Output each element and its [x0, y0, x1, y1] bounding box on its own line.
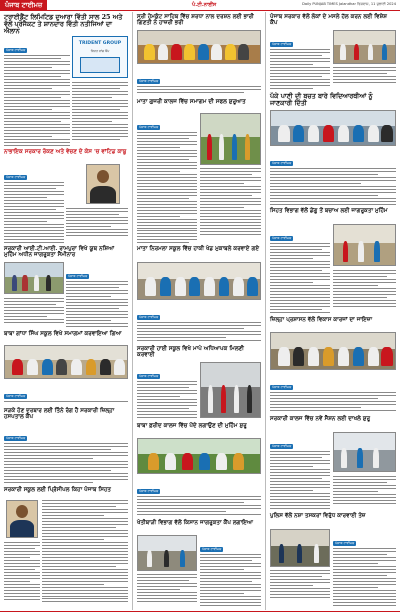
article-a11	[137, 423, 261, 429]
article-body	[333, 476, 396, 510]
article-headline: ਸਰਕਾਰੀ ਆਈ.ਟੀ.ਆਈ. ਰਾਮਪੁਰਾ ਵਿਖੇ ਯੂਥ ਨਸ਼ਿਆਂ ਮੁਹਿੰਮ ਅਧੀਨ ਜਾਗਰੂਕਤਾ ਸੈਮੀਨਾਰ	[4, 246, 115, 259]
article-body	[66, 208, 128, 243]
byline-badge: ਪੰਜਾਬ ਟਾਈਮਜ਼	[139, 315, 159, 319]
article-headline: ਪੱਕੇ ਪਾਣੀ ਦੀ ਬਚਤ ਬਾਰੇ ਵਿਦਿਆਰਥੀਆਂ ਨੂੰ ਜਾਣਕਾਰੀ ਦਿੱਤੀ	[270, 92, 373, 108]
news-photo	[333, 30, 396, 64]
byline-badge: ਪੰਜਾਬ ਟਾਈਮਜ਼	[272, 385, 292, 389]
byline-badge: ਪੰਜਾਬ ਟਾਈਮਜ਼	[139, 489, 159, 493]
byline-badge: ਪੰਜਾਬ ਟਾਈਮਜ਼	[202, 547, 222, 551]
byline-badge: ਪੰਜਾਬ ਟਾਈਮਜ਼	[272, 236, 292, 240]
article-body	[270, 570, 330, 606]
article-headline: ਬਾਬਾ ਗਾਂਧਾ ਸਿੰਘ ਸਕੂਲ ਵਿਖੇ ਸਮਾਗਮਾਂ ਕਰਵਾਇਆ ਗਿਆ	[4, 331, 122, 337]
article-headline: ਜ਼ਿਲ੍ਹਾ ਪ੍ਰਸ਼ਾਸਨ ਵੱਲੋਂ ਵਿਕਾਸ ਕਾਰਜਾਂ ਦਾ ਜਾਇਜ਼ਾ	[270, 317, 373, 323]
article-a10	[137, 346, 261, 359]
article-a8	[137, 99, 261, 105]
byline-badge: ਪੰਜਾਬ ਟਾਈਮਜ਼	[68, 274, 88, 278]
edition-info: Daily PUNJAB TIMES Jalandhar ਵਿਸ਼ਵਾਸ, 11 ਜੁਲਾਈ 2024	[302, 2, 396, 6]
article-body	[4, 163, 64, 243]
byline-badge: ਪੰਜਾਬ ਟਾਈਮਜ਼	[272, 161, 292, 165]
article-a6	[4, 487, 128, 493]
news-photo	[333, 224, 396, 266]
byline-badge: ਪੰਜਾਬ ਟਾਈਮਜ਼	[139, 374, 159, 378]
article-body	[270, 30, 330, 90]
article-body	[270, 432, 330, 510]
article-body	[200, 535, 261, 606]
article-body	[137, 574, 197, 606]
article-a7	[137, 14, 261, 27]
article-body	[137, 67, 261, 95]
article-headline: ਸ੍ਰੀ ਹੇਮਕੁੰਟ ਸਾਹਿਬ ਵਿੱਚ ਸ਼ਰਧਾ ਨਾਲ ਦਰਸ਼ਨ ਲਈ ਭਾਰੀ ਗਿਣਤੀ ਨੇ ਹਾਜ਼ਰੀ ਭਰੀ	[137, 14, 254, 27]
ad-subtitle: ਸਿਹਤ ਜਾਂਚ ਕੈਂਪ	[90, 49, 110, 53]
article-a17	[270, 416, 396, 422]
news-photo	[137, 30, 261, 64]
article-a18	[270, 513, 396, 519]
masthead	[0, 0, 400, 10]
news-photo	[137, 262, 261, 300]
article-headline: ਮਾਤਾ ਨਿਰਮਲਾ ਸਕੂਲ ਵਿੱਚ ਹਾਕੀ ਖੇਡ ਮੁਕਾਬਲੇ ਕਰਵਾਏ ਗਏ	[137, 246, 260, 252]
article-headline: ਸਰਕਾਰੀ ਹਾਈ ਸਕੂਲ ਵਿਖੇ ਮਾਪੇ ਅਧਿਆਪਕ ਮਿਲਣੀ ਕਰਵਾਈ	[137, 346, 244, 359]
news-photo	[200, 113, 261, 165]
article-body	[4, 424, 128, 484]
article-body	[42, 500, 128, 606]
article-body	[270, 149, 396, 205]
page-label: ਪੰ.ਟੀ.ਨਾਈਂਸ	[192, 2, 217, 8]
article-a13	[270, 14, 396, 27]
article-headline: ਸੜਕੇ ਹੋਣ ਦਰਬਾਰ ਲਈ ਤਿੰਨੇ ਰੰਗ ਹੈ ਸਰਕਾਰੀ ਜ਼ਿਲ੍ਹਾ ਹਸਪਤਾਲ ਕੈਂਪ	[4, 408, 115, 421]
article-a1	[4, 14, 128, 36]
article-body	[137, 477, 261, 517]
article-headline: ਬਾਬਾ ਫ਼ਰੀਦ ਕਾਲਜ ਵਿੱਚ ਪੌਦੇ ਲਗਾਉਣ ਦੀ ਮੁਹਿੰਮ ਸ਼ੁਰੂ	[137, 423, 247, 429]
byline-badge: ਪੰਜਾਬ ਟਾਈਮਜ਼	[139, 125, 159, 129]
article-body	[200, 168, 261, 243]
article-body	[4, 298, 64, 328]
news-photo	[270, 110, 396, 146]
article-body	[4, 382, 128, 404]
article-body	[4, 542, 40, 606]
article-a12	[137, 520, 261, 526]
article-headline: ਪੁਲਿਸ ਵੱਲੋਂ ਨਸ਼ਾ ਤਸਕਰਾਂ ਵਿਰੁੱਧ ਕਾਰਵਾਈ ਤੇਜ਼	[270, 513, 366, 519]
article-body	[333, 67, 396, 90]
article-a9	[137, 246, 261, 252]
article-body	[333, 529, 396, 606]
ad-graphic	[80, 57, 120, 73]
article-headline: ਸਰਕਾਰੀ ਸਕੂਲ ਲਈ ਪ੍ਰਿੰਸੀਪਲ ਕਿਹਾ ਪੰਜਾਬ ਸਿਹਤ	[4, 487, 111, 493]
news-photo	[200, 362, 261, 418]
news-photo	[333, 432, 396, 472]
portrait-photo	[86, 164, 120, 204]
article-body	[137, 113, 197, 243]
article-body	[270, 373, 396, 413]
news-photo	[4, 345, 128, 379]
byline-badge: ਪੰਜਾਬ ਟਾਈਮਜ਼	[335, 541, 355, 545]
byline-badge: ਪੰਜਾਬ ਟਾਈਮਜ਼	[6, 175, 26, 179]
article-headline: ਸਿਹਤ ਵਿਭਾਗ ਵੱਲੋਂ ਡੇਂਗੂ ਤੋਂ ਬਚਾਅ ਲਈ ਜਾਗਰੂਕਤਾ ਮੁਹਿੰਮ	[270, 208, 388, 214]
news-photo	[270, 332, 396, 370]
news-photo	[4, 262, 64, 294]
portrait-photo	[6, 500, 38, 538]
advertisement[interactable]	[72, 36, 128, 78]
article-a14	[270, 93, 396, 107]
article-headline: ਸਰਕਾਰੀ ਕਾਲਜ ਵਿੱਚ ਨਵੇਂ ਸੈਸ਼ਨ ਲਈ ਦਾਖਲੇ ਸ਼ੁਰੂ	[270, 416, 371, 422]
article-a4	[4, 331, 128, 337]
article-body	[72, 82, 128, 146]
byline-badge: ਪੰਜਾਬ ਟਾਈਮਜ਼	[272, 42, 292, 46]
byline-badge: ਪੰਜਾਬ ਟਾਈਮਜ਼	[272, 444, 292, 448]
column-divider	[132, 12, 133, 610]
section-title: ਪੰਜਾਬ ਟਾਈਮਜ਼	[0, 0, 47, 10]
article-a16	[270, 317, 396, 323]
article-a3	[4, 246, 128, 259]
article-headline: ਨਾਭਾਇਕ ਸਰਕਾਰ ਰੋਕਣ ਅਤੇ ਵੇਚਣ ਦੇ ਕੇਸ 'ਚ ਵਾਂਟਿਡ ਕਾਬੂ	[4, 149, 127, 155]
byline-badge: ਪੰਜਾਬ ਟਾਈਮਜ਼	[6, 394, 26, 398]
article-body	[270, 224, 330, 314]
byline-badge: ਪੰਜਾਬ ਟਾਈਮਜ਼	[139, 79, 159, 83]
masthead-rule	[0, 10, 400, 11]
ad-brand: TRIDENT GROUP	[78, 41, 122, 46]
article-body	[4, 36, 70, 146]
article-a2	[4, 149, 128, 155]
article-headline: ਟਰਾਈਡੈਂਟ ਲਿਮਿਟਿਡ ਦੁਆਰਾ ਵਿੱਤੀ ਸਾਲ 25 ਅਤੇ ਵੱਲੋਂ ਪ੍ਰੋਜੈਕਟ ਤੇ ਸ਼ਾਨਦਾਰ ਵਿੱਤੀ ਨਤੀਜਿਆਂ ਦਾ ਐਲਾਨ	[4, 13, 123, 36]
article-body	[137, 362, 197, 420]
news-photo	[137, 438, 261, 474]
article-body	[137, 303, 261, 343]
article-body	[333, 270, 396, 314]
column-divider	[265, 12, 266, 610]
article-a5	[4, 408, 128, 421]
news-photo	[270, 529, 330, 567]
article-body	[66, 262, 128, 328]
article-headline: ਪੰਜਾਬ ਸਰਕਾਰ ਵੱਲੋਂ ਲੋਕਾਂ ਦੇ ਮਸਲੇ ਹੱਲ ਕਰਨ ਲਈ ਵਿਸ਼ੇਸ਼ ਕੈਂਪ	[270, 14, 388, 27]
byline-badge: ਪੰਜਾਬ ਟਾਈਮਜ਼	[6, 436, 26, 440]
article-a15	[270, 208, 396, 214]
byline-badge: ਪੰਜਾਬ ਟਾਈਮਜ਼	[6, 48, 26, 52]
article-headline: ਮਾਤਾ ਗੁਜਰੀ ਕਾਲਜ ਵਿੱਚ ਸਮਾਗਮ ਦੀ ਸਫਲ ਸ਼ੁਰੂਆਤ	[137, 99, 246, 105]
news-photo	[137, 535, 197, 571]
article-headline: ਖੇਤੀਬਾੜੀ ਵਿਭਾਗ ਵੱਲੋਂ ਕਿਸਾਨ ਜਾਗਰੂਕਤਾ ਕੈਂਪ ਲਗਾਇਆ	[137, 520, 254, 526]
